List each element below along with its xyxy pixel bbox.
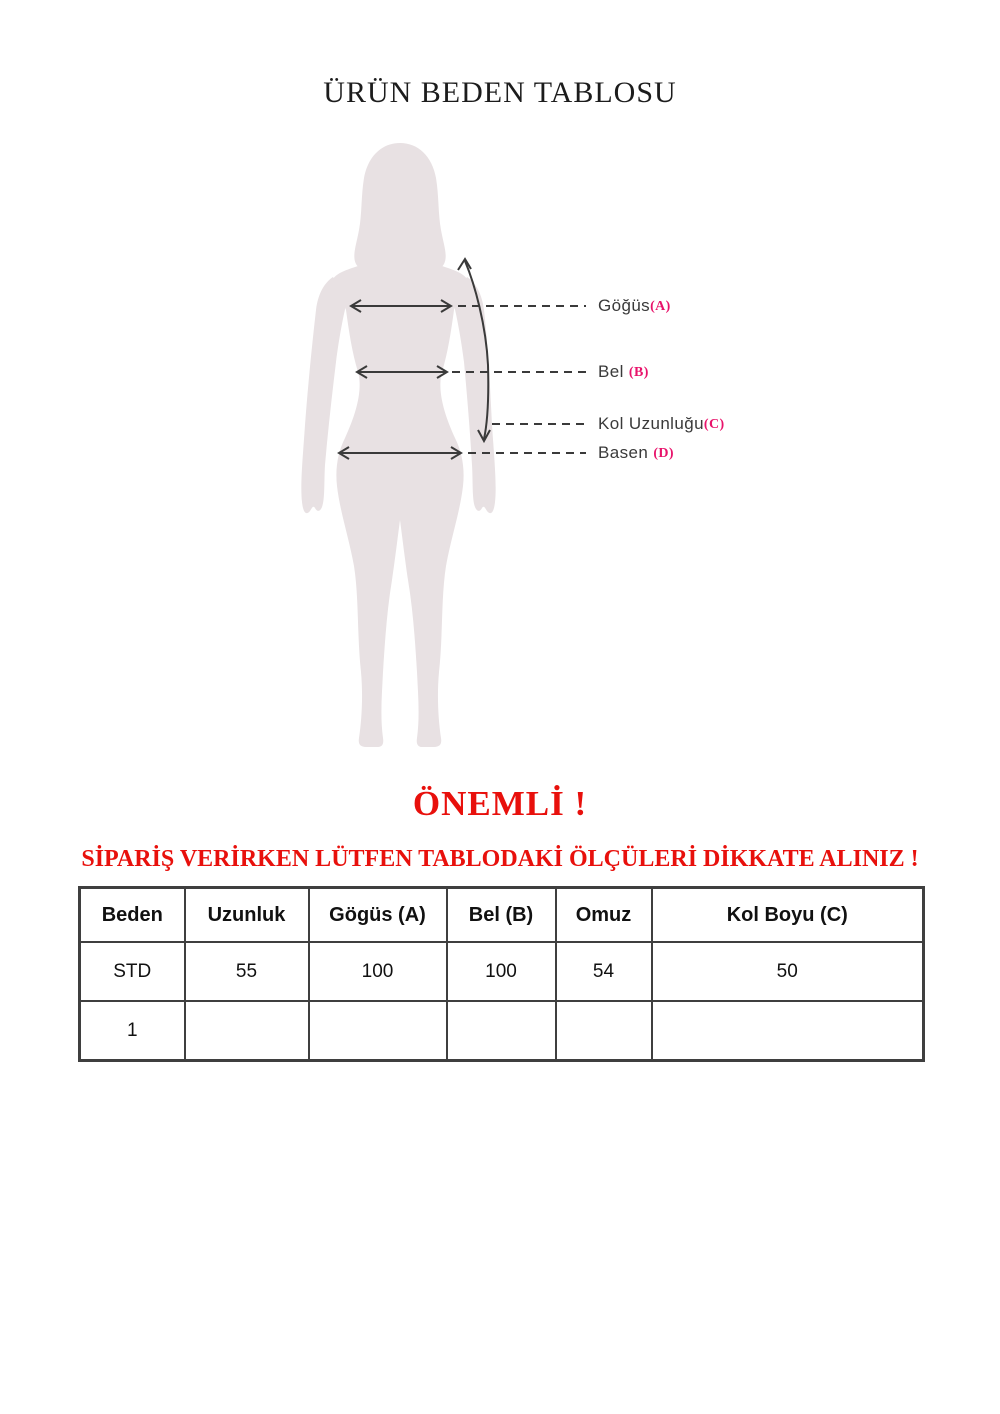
table-header-cell-beden: Beden [80,888,185,943]
label-text: Basen [598,443,654,462]
table-cell: 54 [556,942,652,1001]
measurement-label-gogus [598,296,671,316]
table-header-cell-omuz: Omuz [556,888,652,943]
table-cell [185,1001,309,1061]
table-cell [652,1001,924,1061]
page-title: ÜRÜN BEDEN TABLOSU [323,76,677,109]
table-cell: 55 [185,942,309,1001]
table-header-cell-gogus: Gögüs (A) [309,888,447,943]
table-cell [556,1001,652,1061]
table-cell: STD [80,942,185,1001]
label-text: Kol Uzunluğu [598,414,704,433]
table-header-cell-bel: Bel (B) [447,888,556,943]
table-cell: 50 [652,942,924,1001]
size-table [78,886,925,1062]
table-cell: 100 [309,942,447,1001]
table-row [80,1001,924,1061]
notice-heading: ÖNEMLİ ! [412,784,588,823]
table-cell: 1 [80,1001,185,1061]
table-header-cell-kol-boyu: Kol Boyu (C) [652,888,924,943]
label-code: (B) [628,365,649,380]
table-cell [309,1001,447,1061]
table-cell [447,1001,556,1061]
label-text: Bel [598,362,629,381]
table-header-cell-uzunluk: Uzunluk [185,888,309,943]
measurement-label-bel [598,362,649,382]
label-text: Göğüs [598,296,651,315]
body-measurement-diagram [280,138,600,763]
notice-warning: SİPARİŞ VERİRKEN LÜTFEN TABLODAKİ ÖLÇÜLERİ DİKKATE ALINIZ ! [81,846,919,872]
label-code: (A) [650,299,671,314]
table-row [80,942,924,1001]
label-code: (C) [703,417,725,432]
table-header-row [80,888,924,943]
label-code: (D) [653,446,674,461]
measurement-label-basen [598,443,674,463]
table-cell: 100 [447,942,556,1001]
body-silhouette [301,143,495,747]
measurement-label-kol-uzunlugu [598,414,725,434]
